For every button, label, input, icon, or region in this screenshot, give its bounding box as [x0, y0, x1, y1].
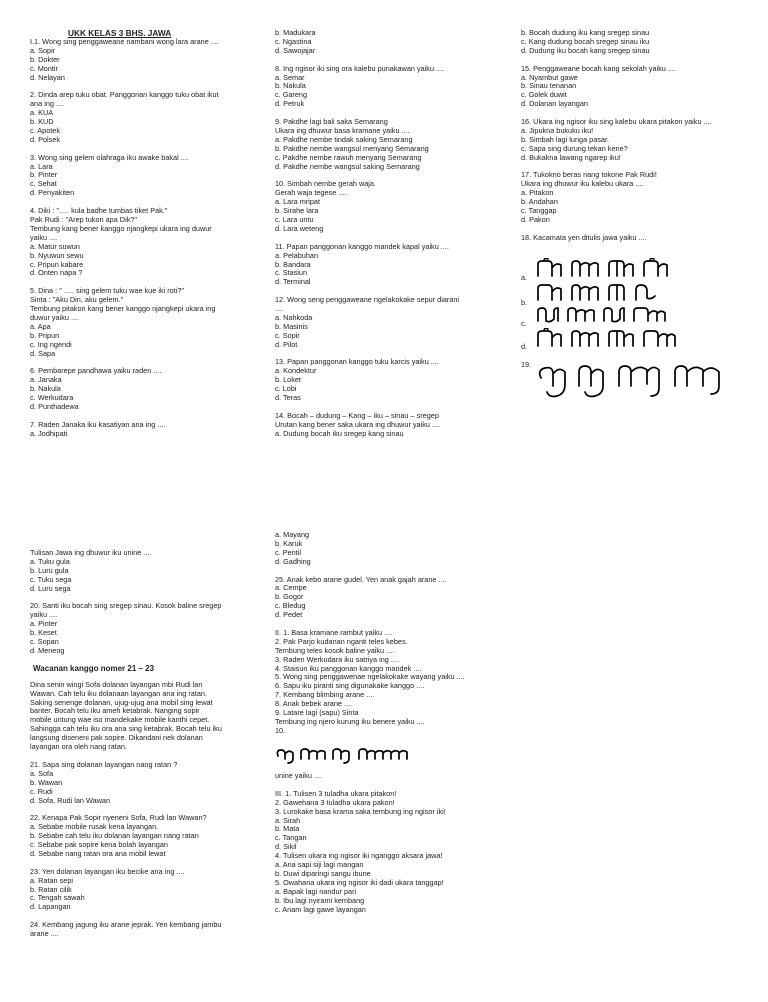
text-line: 12. Wong seng penggaweane ngelakokake sepur diarani — [275, 295, 460, 305]
column-1-bottom — [30, 549, 265, 939]
text-line: 20. Santi iku bocah sing sregep sinau. Kosok baline sregep — [30, 601, 222, 611]
text-line: b. Duwi diparingi sangu ibune — [275, 868, 371, 878]
text-line: c. Tanggap — [521, 206, 557, 216]
text-line: c. Tuku sega — [30, 574, 72, 584]
column-2-top — [275, 29, 515, 439]
text-line: a. Kondektur — [275, 366, 317, 376]
javanese-script-option-c — [534, 305, 684, 325]
text-line: b. Pripun — [30, 330, 60, 340]
text-line: yaiku .... — [30, 610, 58, 620]
text-line: a. Pinter — [30, 619, 58, 629]
text-line: Urutan kang bener saka ukara ing dhuwur yaiku .... — [275, 419, 441, 429]
q18-option-d: d. — [521, 342, 528, 351]
text-line: 15. Penggaweane bocah kang sekolah yaiku .... — [521, 63, 676, 73]
text-line: duwur yaiku .... — [30, 312, 80, 322]
column-1-top — [30, 29, 260, 439]
text-line: a. Apa — [30, 321, 51, 331]
text-line: d. Polsek — [30, 134, 61, 144]
text-line: b. Sinau tenanan — [521, 81, 577, 91]
text-line: II. 1. Basa kramane rambut yaiku .... — [275, 627, 393, 637]
text-line: b. Nakula — [275, 81, 306, 91]
text-line: c. Apotek — [30, 125, 61, 135]
question-list-19-20 — [30, 549, 265, 656]
javanese-script-q10 — [275, 746, 425, 764]
text-line: Dina senin wingi Sofa dolanan layangan mbi Rudi lan — [30, 679, 203, 689]
text-line: c. Tangan — [275, 833, 307, 843]
text-line: b. Luru gula — [30, 565, 69, 575]
text-line: d. Nelayan — [30, 72, 65, 82]
text-line: c. Lobi — [275, 384, 297, 394]
text-line: .... — [275, 304, 284, 314]
text-line: b. Masinis — [275, 321, 308, 331]
text-line: b. Ratan cilik — [30, 884, 72, 894]
text-line: Sahingga cah telu iku ora ana sing ketabrak. Bocah telu iku — [30, 724, 222, 734]
text-line: 3. Raden Werkudara iku satriya ing .... — [275, 654, 399, 664]
text-line: 5. Wong sing penggawenae ngelakokake wayang yaiku .... — [275, 672, 465, 682]
q18-option-c: c. — [521, 319, 527, 328]
text-line: 7. Raden Janaka iku kasatiyan ana ing .... — [30, 419, 166, 429]
section-3-list — [275, 772, 515, 914]
text-line: d. Meneng — [30, 645, 65, 655]
text-line: 25. Anak kebo arane gudel. Yen anak gajah arane .... — [275, 574, 447, 584]
text-line: d. Terminal — [275, 277, 311, 287]
text-line: 18. Kacamata yen ditulis jawa yaiku .... — [521, 232, 647, 242]
text-line: b. Bocah dudung iku kang sregep sinau — [521, 28, 650, 37]
text-line: a. Jodhipati — [30, 428, 68, 438]
text-line: d. Sikil — [275, 842, 297, 852]
column-2-end — [275, 772, 515, 914]
text-line: yaiku .... — [30, 232, 58, 242]
text-line: c. Anam lagi gawe layangan — [275, 904, 366, 914]
text-line: c. Pakdhe nembe rawuh menyang Semarang — [275, 152, 422, 162]
text-line: c. Sebabe pak sopire kena bolah layangan — [30, 840, 168, 850]
text-line: 8. Ing ngisor iki sing ora kalebu punakawan yaiku .... — [275, 63, 445, 73]
text-line: 9. Pakdhe lagi bali saka Semarang — [275, 117, 388, 127]
text-line: c. Rudi — [30, 786, 53, 796]
text-line: 9. Latare lagi (sapu) Sinta — [275, 708, 359, 718]
text-line: a. Dudung bocah iku sregep kang sinau — [275, 428, 404, 438]
text-line: a. Janaka — [30, 375, 62, 385]
text-line: Tembung ing njero kurung iku benere yaiku .... — [275, 717, 425, 726]
text-line: d. Lara weteng — [275, 223, 324, 233]
javanese-script-option-d — [534, 328, 684, 350]
text-line: d. Gadhing — [275, 556, 311, 566]
question-list-24-25-section-2 — [275, 531, 515, 736]
text-line: c. Bledug — [275, 601, 306, 611]
text-line: d. Pedet — [275, 610, 303, 620]
text-line: a. Matur suwun — [30, 241, 80, 251]
text-line: 17. Tukokno beras nang tokone Pak Rudi! — [521, 170, 657, 180]
text-line: 4. Tulisen ukara ing ngisor iki nganggo aksara jawa! — [275, 851, 443, 861]
text-line: b. Bandara — [275, 259, 311, 269]
text-line: 4. Staisun iku panggonan kanggo mandek .... — [275, 663, 422, 673]
javanese-script-q19 — [535, 360, 740, 400]
text-line: c. Pripun kabare — [30, 259, 84, 269]
text-line: d. Punthadewa — [30, 401, 79, 411]
reading-passage — [30, 681, 265, 752]
q19-label: 19. — [521, 360, 532, 369]
text-line: b. Nyuwun sewu — [30, 250, 84, 260]
text-line: c. Sopan — [30, 637, 59, 647]
text-line: 8. Anak bebek arane .... — [275, 699, 353, 709]
text-line: d. Bukakna lawang ngarep iku! — [521, 152, 621, 162]
text-line: d. Onten napa ? — [30, 268, 83, 278]
text-line: c. Tengah sawah — [30, 893, 85, 903]
q18-option-b: b. — [521, 298, 528, 307]
text-line: Pak Rudi : "Arep tukon apa Dik?" — [30, 214, 137, 224]
text-line: a. Ratan sepi — [30, 875, 73, 885]
text-line: a. Lara — [30, 161, 53, 171]
text-line: b. Loket — [275, 375, 301, 385]
text-line: Ukara ing dhuwur basa kramane yaiku .... — [275, 125, 410, 135]
text-line: 2. Dinda arep tuku obat. Panggonan kanggo tuku obat ikut — [30, 90, 219, 100]
text-line: a. KUA — [30, 108, 54, 118]
question-list-15-18 — [521, 29, 761, 243]
text-line: 2. Pak Parjo kudanan nganti teles kebes. — [275, 636, 408, 646]
text-line: d. Sofa, Rudi lan Wawan — [30, 795, 111, 805]
text-line: a. Jipukna bukuku iku! — [521, 125, 594, 135]
question-list-21-24 — [30, 761, 265, 939]
text-line: mobile untung wae iso mandekake mobile kanthi cepet. — [30, 715, 210, 725]
text-line: a. Cempe — [275, 583, 307, 593]
text-line: d. Teras — [275, 393, 301, 403]
text-line: 5. Owahana ukara ing ngisor iki dadi ukara tanggap! — [275, 877, 444, 887]
text-line: b. Madukara — [275, 28, 316, 37]
text-line: c. Stasiun — [275, 268, 308, 278]
text-line: c. Werkudara — [30, 393, 74, 403]
text-line: banter. Bocah telu iku ameh ketabrak. Nanging sopir — [30, 706, 200, 716]
text-line: b. Wawan — [30, 777, 63, 787]
text-line: 22. Kenapa Pak Sopir nyeneni Sofa, Rudi lan Wawan? — [30, 813, 207, 823]
text-line: c. Ing ngendi — [30, 339, 72, 349]
text-line: a. Semar — [275, 72, 305, 82]
text-line: d. Pilot — [275, 339, 298, 349]
text-line: 4. Diki : "..... kula badhe tumbas tiket Pak." — [30, 206, 168, 216]
column-2-bottom — [275, 531, 515, 736]
text-line: a. Pakdhe nembe tindak saking Semarang — [275, 134, 413, 144]
text-line: d. Sawojajar — [275, 45, 316, 55]
text-line: Saking senenge dolanan, ujug-ujug ana mobil sing lewat — [30, 697, 213, 707]
text-line: d. Lapangan — [30, 902, 71, 912]
text-line: c. Sopir — [275, 330, 300, 340]
text-line: 16. Ukara ing ngisor iku sing kalebu ukara pitakon yaiku .... — [521, 117, 712, 127]
text-line: a. Ana sapi siji lagi mangan — [275, 860, 364, 870]
text-line: 21. Sapa sing dolanan layangan nang ratan ? — [30, 759, 178, 769]
text-line: b. Gogor — [275, 592, 304, 602]
text-line: a. Nyambut gawe — [521, 72, 578, 82]
page-title: UKK KELAS 3 BHS. JAWA — [68, 28, 172, 38]
text-line: d. Dolanan layangan — [521, 99, 588, 109]
text-line: c. Montir — [30, 63, 58, 73]
text-line: b. Sirahe lara — [275, 206, 319, 216]
text-line: d. Luru sega — [30, 583, 71, 593]
text-line: a. Tuku gula — [30, 556, 70, 566]
question-list-8-14 — [275, 29, 515, 439]
text-line: c. Sapa sing durung tekan kene? — [521, 143, 628, 153]
text-line: b. Sebabe cah telu iku dolanan layangan nang ratan — [30, 831, 199, 841]
text-line: Gerah waja tegese .... — [275, 188, 347, 198]
text-line: 23. Yen dolanan layangan iku becike ana ing .... — [30, 866, 185, 876]
text-line: 6. Pembarepe pandhawa yaiku raden .... — [30, 366, 162, 376]
text-line: b. Andahan — [521, 197, 558, 207]
text-line: Sinta : "Aku Din, aku gelem." — [30, 295, 124, 305]
text-line: b. KUD — [30, 117, 54, 127]
text-line: d. Sapa — [30, 348, 56, 358]
text-line: d. Sebabe nang ratan ora ana mobil lewat — [30, 848, 166, 858]
text-line: 3. Wong sing gelem olahraga iku awake bakal .... — [30, 152, 189, 162]
text-line: b. Nakula — [30, 384, 61, 394]
text-line: 7. Kembang blimbing arane .... — [275, 690, 375, 700]
text-line: a. Pelabuhan — [275, 250, 319, 260]
text-line: b. Karuk — [275, 538, 303, 548]
text-line: 11. Papan panggonan kanggo mandek kapal yaiku .... — [275, 241, 449, 251]
text-line: 10. — [275, 725, 286, 735]
javanese-script-option-a — [534, 258, 684, 280]
text-line: 10. Simbah nembe gerah waja. — [275, 179, 377, 189]
text-line: Tembung pitakon kang bener kanggo njangkepi ukara ing — [30, 304, 216, 314]
text-line: c. Ngastina — [275, 36, 312, 46]
text-line: d. Petruk — [275, 99, 305, 109]
text-line: c. Gareng — [275, 90, 308, 100]
text-line: Tulisan Jawa ing dhuwur iku unine .... — [30, 548, 152, 557]
text-line: a. Bapak lagi nandur pari — [275, 886, 357, 896]
text-line: d. Dudung iku bocah kang sregep sinau — [521, 45, 650, 55]
text-line: a. Sirah — [275, 815, 301, 825]
text-line: Tembung kang bener kanggo njangkepi ukara ing duwur — [30, 223, 212, 233]
javanese-script-option-b — [534, 282, 684, 304]
q18-option-a: a. — [521, 273, 528, 282]
text-line: arane .... — [30, 929, 59, 939]
text-line: b. Simbah lagi lunga pasar. — [521, 134, 610, 144]
text-line: 6. Sapu iku piranti sing digunakake kanggo .... — [275, 681, 425, 691]
text-line: b. Ibu lagi nyirami kembang — [275, 895, 365, 905]
text-line: 5. Dina : " ..... sing gelem tuku wae kue iki roti?" — [30, 286, 185, 296]
text-line: c. Lara untu — [275, 214, 314, 224]
column-3-top — [521, 29, 761, 243]
text-line: c. Kang dudung bocah sregep sinau iku — [521, 36, 650, 46]
text-line: 24. Kembang jagung iku arane jeprak. Yen kembang jambu — [30, 920, 222, 930]
text-line: d. Pakdhe nembe wangsul saking Semarang — [275, 161, 420, 171]
text-line: c. Golek duwit — [521, 90, 567, 100]
text-line: a. Sopir — [30, 45, 56, 55]
text-line: I.1. Wong sing penggaweane nambani wong lara arane .... — [30, 36, 219, 46]
text-line: a. Lara mripat — [275, 197, 321, 207]
text-line: d. Penyakiten — [30, 188, 75, 198]
text-line: Wawan. Cah telu iku dolanaan layangan ana ing ratan. — [30, 688, 208, 698]
text-line: 14. Bocah – dudung – Kang – iku – sinau – sregep — [275, 410, 439, 420]
text-line: unine yaiku .... — [275, 771, 323, 780]
text-line: 2. Gawehana 3 tuladha ukara pakon! — [275, 797, 395, 807]
text-line: Tembung teles kosok baline yaiku .... — [275, 645, 395, 655]
text-line: III. 1. Tulisen 3 tuladha ukara pitakon! — [275, 788, 397, 798]
text-line: 3. Lurokake basa krama saka tembung ing ngisor iki! — [275, 806, 446, 816]
text-line: b. Keset — [30, 628, 57, 638]
text-line: 13. Papan panggonan kanggo tuku karcis yaiku .... — [275, 357, 439, 367]
text-line: b. Pinter — [30, 170, 58, 180]
text-line: a. Pitakon — [521, 188, 554, 198]
text-line: a. Nahkoda — [275, 312, 313, 322]
text-line: a. Sebabe mobile rusak kena layangan. — [30, 822, 159, 832]
text-line: b. Mata — [275, 824, 300, 834]
text-line: a. Sofa — [30, 768, 54, 778]
text-line: ana ing .... — [30, 99, 65, 109]
text-line: layangan ora oleh nang ratan. — [30, 742, 127, 752]
text-line: a. Mayang — [275, 530, 310, 539]
text-line: b. Pakdhe nembe wangsul menyang Semarang — [275, 143, 429, 153]
question-list-1-7 — [30, 38, 260, 439]
text-line: b. Dokter — [30, 54, 60, 64]
text-line: Ukara ing dhuwur iku kalebu ukara .... — [521, 179, 644, 189]
text-line: c. Pentil — [275, 547, 301, 557]
text-line: langsung diseneni pak sopire. Dikandani nek dolanan — [30, 733, 203, 743]
text-line: d. Pakon — [521, 214, 550, 224]
reading-title: Wacanan kanggo nomer 21 – 23 — [33, 663, 155, 673]
text-line: c. Sehat — [30, 179, 57, 189]
